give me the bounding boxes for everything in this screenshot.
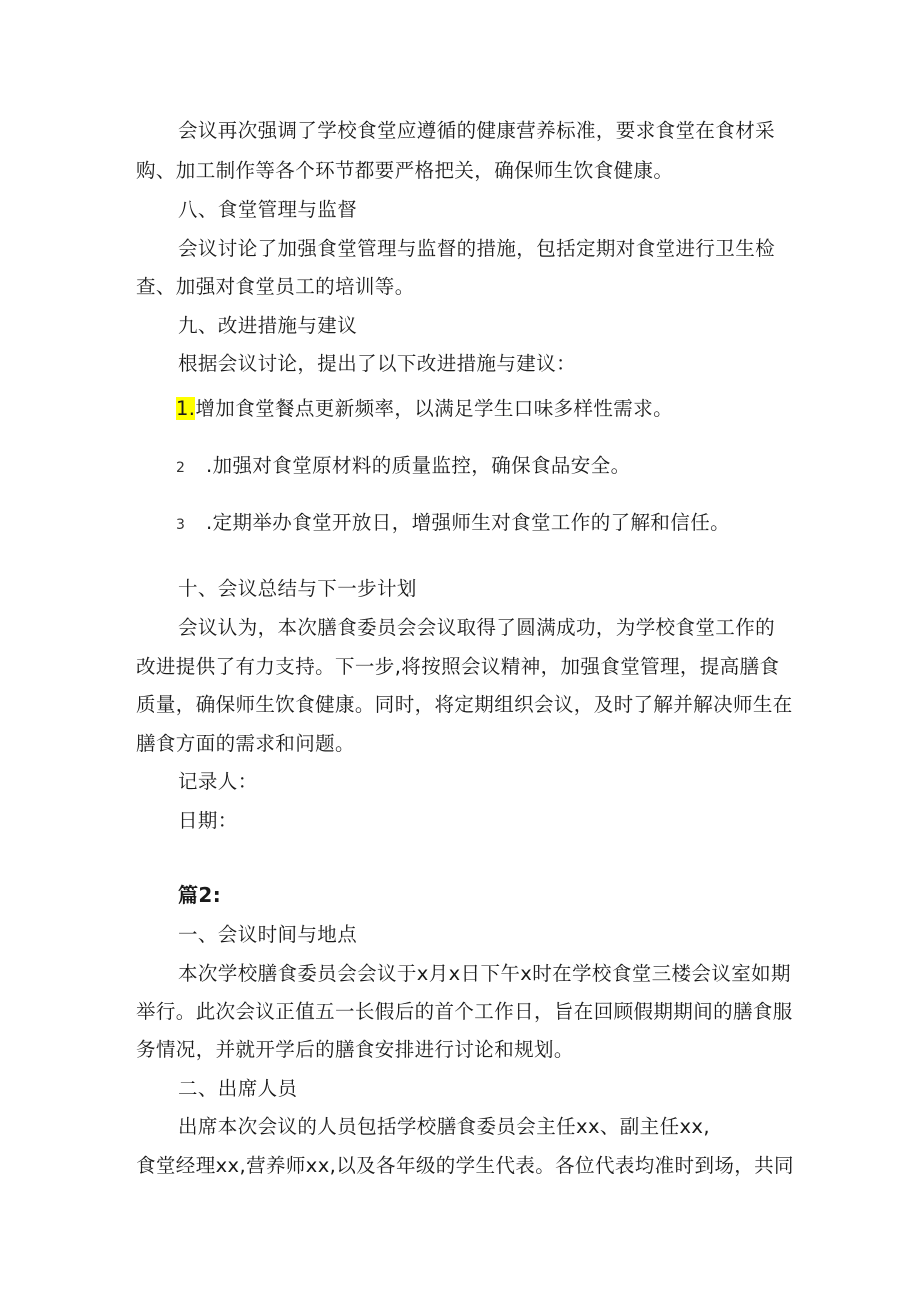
paragraph-line: 会议再次强调了学校食堂应遵循的健康营养标准，要求食堂在食材采 [178,119,776,142]
list-item-text: .加强对食堂原材料的质量监控，确保食品安全。 [206,454,631,477]
paragraph-line: 会议认为，本次膳食委员会会议取得了圆满成功，为学校食堂工作的 [178,616,776,639]
section-heading: 一、会议时间与地点 [178,923,358,946]
list-item [176,453,836,481]
list-item [176,510,836,538]
section-heading: 八、食堂管理与监督 [178,198,358,221]
list-item [176,396,836,422]
recorder-label: 记录人： [178,770,258,793]
section-heading: 二、出席人员 [178,1077,298,1100]
paragraph-line: 会议讨论了加强食堂管理与监督的措施，包括定期对食堂进行卫生检 [178,237,776,260]
paragraph-line: 查、加强对食堂员工的培训等。 [136,275,415,298]
paragraph-line: 务情况，并就开学后的膳食安排进行讨论和规划。 [136,1038,574,1061]
section-heading: 九、改进措施与建议 [178,314,358,337]
paragraph-line: 食堂经理xx,营养师xx,以及各年级的学生代表。各位代表均准时到场，共同 [136,1154,794,1177]
list-item-text: 增加食堂餐点更新频率，以满足学生口味多样性需求。 [195,397,674,420]
paragraph-line: 根据会议讨论，提出了以下改进措施与建议： [178,352,577,375]
list-number: 2 [176,460,186,476]
list-number-highlighted: 1. [176,397,196,420]
part-title: 篇2: [178,883,222,907]
paragraph-line: 质量，确保师生饮食健康。同时，将定期组织会议，及时了解并解决师生在 [136,693,793,716]
list-number: 3 [176,517,186,533]
paragraph-line: 膳食方面的需求和问题。 [136,732,355,755]
paragraph-line: 出席本次会议的人员包括学校膳食委员会主任xx、副主任xx, [178,1115,710,1138]
paragraph-line: 本次学校膳食委员会会议于x月x日下午x时在学校食堂三楼会议室如期 [178,962,791,985]
paragraph-line: 购、加工制作等各个环节都要严格把关，确保师生饮食健康。 [136,159,674,182]
section-heading: 十、会议总结与下一步计划 [178,577,417,600]
date-label: 日期： [178,809,238,832]
list-item-text: .定期举办食堂开放日，增强师生对食堂工作的了解和信任。 [206,511,730,534]
paragraph-line: 改进提供了有力支持。下一步,将按照会议精神，加强食堂管理，提高膳食 [136,655,780,678]
paragraph-line: 举行。此次会议正值五一长假后的首个工作日，旨在回顾假期期间的膳食服 [136,1000,793,1023]
